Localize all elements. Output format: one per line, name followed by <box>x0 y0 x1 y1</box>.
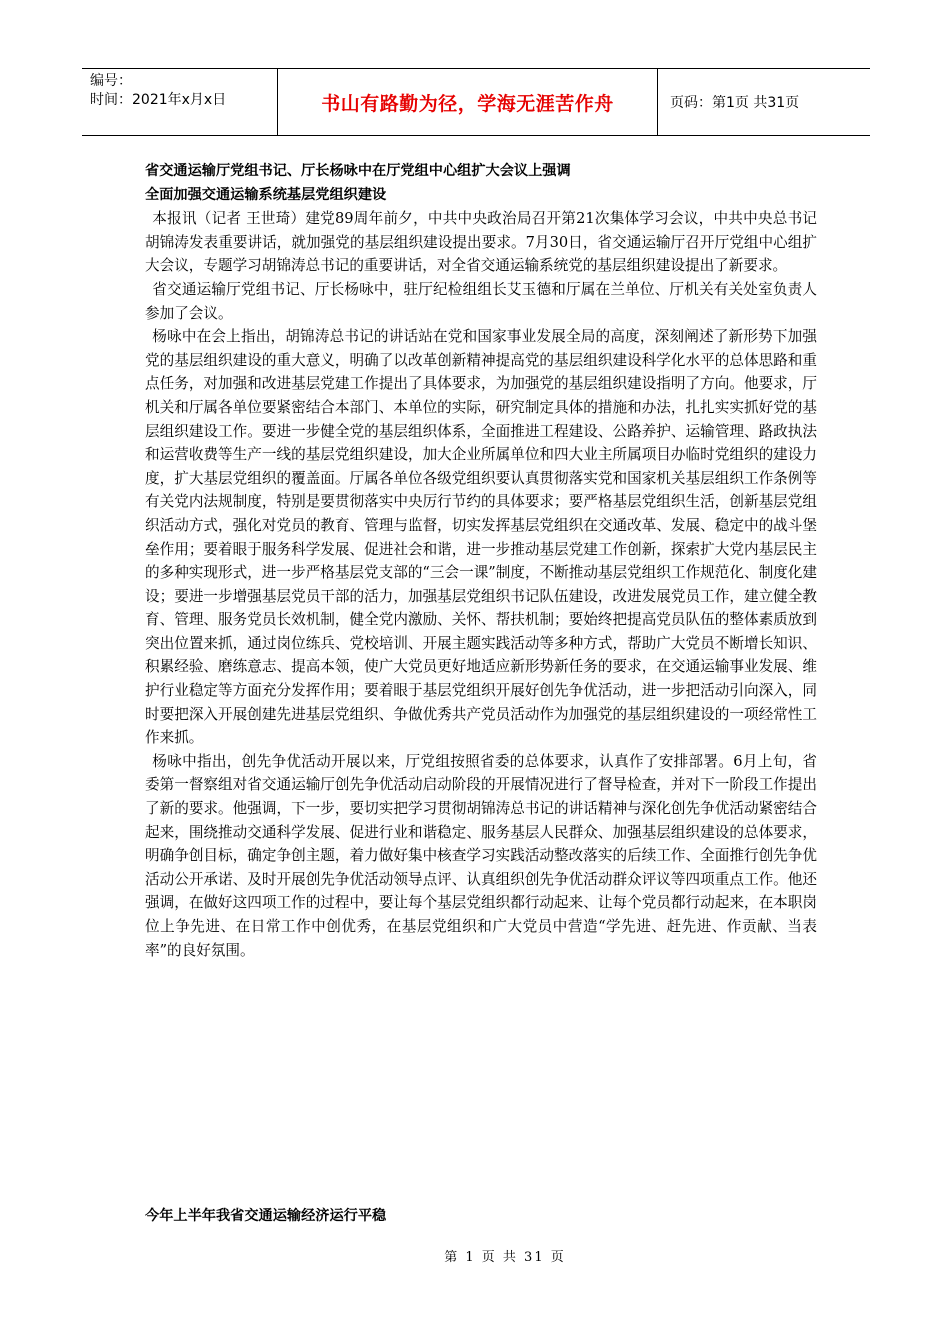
article-paragraph: 杨咏中指出，创先争优活动开展以来，厅党组按照省委的总体要求，认真作了安排部署。6月上旬，省委第一督察组对省交通运输厅创先争优活动启动阶段的开展情况进行了督导检查，并对下一阶段工作提出了新的要求。他强调，下一步，要切实把学习贯彻胡锦涛总书记的讲话精神与深化创先争优活动紧密结合起来，围绕推动交通科学发展、促进行业和谐稳定、服务基层人民群众、加强基层组织建设的总体要求，明确争创目标，确定争创主题，着力做好集中核查学习实践活动整改落实的后续工作、全面推行创先争优活动公开承诺、及时开展创先争优活动领导点评、认真组织创先争优活动群众评议等四项重点工作。他还强调，在做好这四项工作的过程中，要让每个基层党组织都行动起来、让每个党员都行动起来，在本职岗位上争先进、在日常工作中创优秀，在基层党组织和广大党员中营造“学先进、赶先进、作贡献、当表率”的良好氛围。 <box>145 752 817 959</box>
header-motto-cell <box>278 69 658 135</box>
header-page-info-cell <box>658 69 870 135</box>
header-page-info: 页码：第1页 共31页 <box>670 95 800 111</box>
header-meta <box>82 69 278 135</box>
article-paragraph: 杨咏中在会上指出，胡锦涛总书记的讲话站在党和国家事业发展全局的高度，深刻阐述了新形势下加强党的基层组织建设的重大意义，明确了以改革创新精神提高党的基层组织建设科学化水平的总体思路和重点任务，对加强和改进基层党建工作提出了具体要求，为加强党的基层组织建设指明了方向。他要求，厅机关和厅属各单位要紧密结合本部门、本单位的实际，研究制定具体的措施和办法，扎扎实实抓好党的基层组织建设工作。要进一步健全党的基层组织体系，全面推进工程建设、公路养护、运输管理、路政执法和运营收费等生产一线的基层党组织建设，加大企业所属单位和四大业主所属项目办临时党组织的建设力度，扩大基层党组织的覆盖面。厅属各单位各级党组织要认真贯彻落实党和国家机关基层组织工作条例等有关党内法规制度，特别是要贯彻落实中央厉行节约的具体要求；要严格基层党组织生活，创新基层党组织活动方式，强化对党员的教育、管理与监督，切实发挥基层党组织在交通改革、发展、稳定中的战斗堡垒作用；要着眼于服务科学发展、促进社会和谐，进一步推动基层党建工作创新，探索扩大党内基层民主的多种实现形式，进一步严格基层党支部的“三会一课”制度，不断推动基层党组织工作规范化、制度化建设；要进一步增强基层党员干部的活力，加强基层党组织书记队伍建设，改进发展党员工作，建立健全教育、管理、服务党员长效机制，健全党内激励、关怀、帮扶机制；要始终把提高党员队伍的整体素质放到突出位置来抓，通过岗位练兵、党校培训、开展主题实践活动等多种方式，帮助广大党员不断增长知识、积累经验、磨练意志、提高本领，使广大党员更好地适应新形势新任务的要求，在交通运输事业发展、维护行业稳定等方面充分发挥作用；要着眼于基层党组织开展好创先争优活动，进一步把活动引向深入，同时要把深入开展创建先进基层党组织、争做优秀共产党员活动作为加强党的基层组织建设的一项经常性工作来抓。 <box>145 328 817 747</box>
article-title-line2: 全面加强交通运输系统基层党组织建设 <box>145 186 387 203</box>
article-title-line1: 省交通运输厅党组书记、厅长杨咏中在厅党组中心组扩大会议上强调 <box>145 163 571 179</box>
document-header <box>82 68 870 136</box>
document-time-label: 时间：2021年x月x日 <box>90 92 227 108</box>
section2-title: 今年上半年我省交通运输经济运行平稳 <box>145 1208 387 1224</box>
header-motto: 书山有路勤为径，学海无涯苦作舟 <box>321 92 614 115</box>
article-body <box>145 160 817 962</box>
article-paragraph: 省交通运输厅党组书记、厅长杨咏中，驻厅纪检组组长艾玉德和厅属在兰单位、厅机关有关处室负责人参加了会议。 <box>145 280 817 322</box>
article-paragraph: 本报讯（记者 王世琦）建党89周年前夕，中共中央政治局召开第21次集体学习会议，中共中央总书记胡锦涛发表重要讲话，就加强党的基层组织建设提出要求。7月30日，省交通运输厅召开厅党组中心组扩大会议，专题学习胡锦涛总书记的重要讲话，对全省交通运输系统党的基层组织建设提出了新要求。 <box>145 210 817 275</box>
document-number-label: 编号： <box>90 73 132 89</box>
page-footer: 第 1 页 共 31 页 <box>444 1250 566 1265</box>
